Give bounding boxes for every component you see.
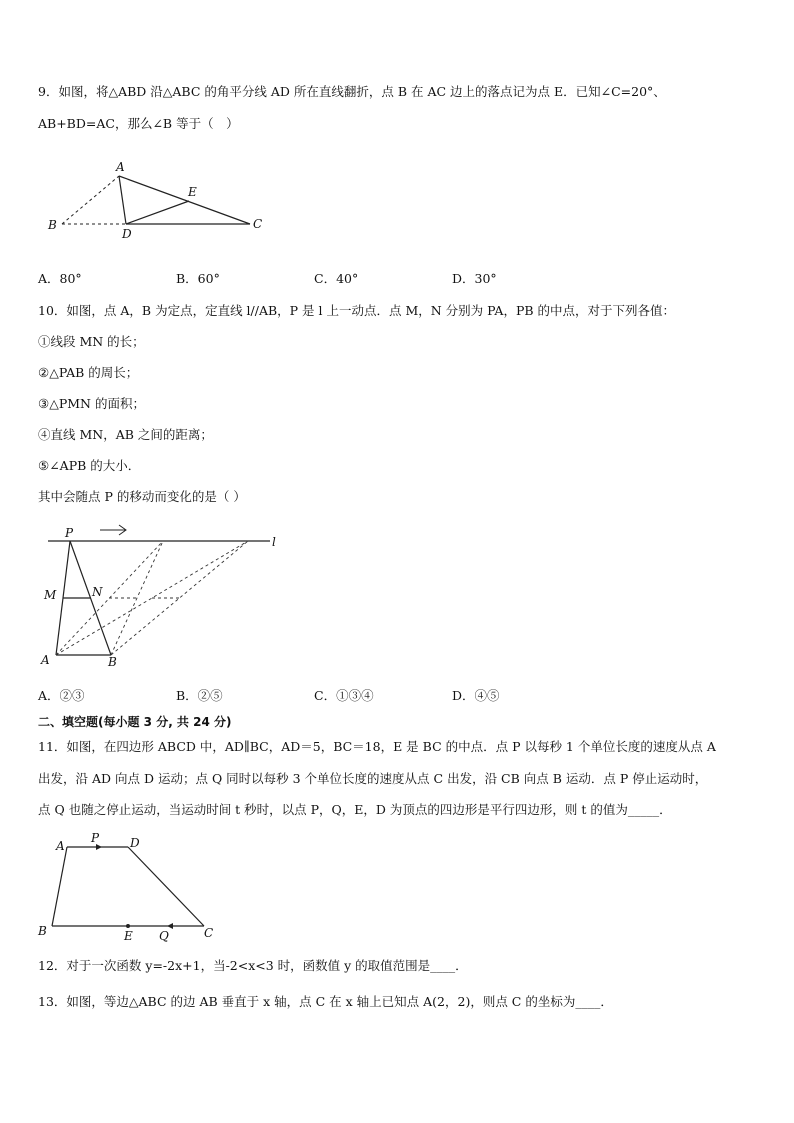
q11-label-c: C <box>204 926 214 940</box>
q9-option-d[interactable]: D．30° <box>452 271 497 286</box>
q9-label-a: A <box>116 160 125 174</box>
q13-stem: 13．如图，等边△ABC 的边 AB 垂直于 x 轴，点 C 在 x 轴上已知点 A(2，2)，则点 C 的坐标为____． <box>38 994 613 1009</box>
q9-option-c[interactable]: C．40° <box>314 271 359 286</box>
q10-label-n: N <box>92 585 103 599</box>
q11-label-a: A <box>56 839 65 853</box>
q9-label-b: B <box>48 218 57 232</box>
q9-label-c: C <box>253 217 263 231</box>
q10-option-a[interactable]: A．②③ <box>38 688 85 703</box>
q11-point-e <box>126 924 130 928</box>
q11-line-dc <box>128 847 204 926</box>
q10-label-b: B <box>108 655 117 669</box>
q10-dash-2b <box>111 541 248 655</box>
q9-line-ba-dashed <box>62 176 119 224</box>
q11-label-d: D <box>130 836 140 850</box>
q10-label-a: A <box>41 653 50 667</box>
q12-stem: 12．对于一次函数 y=-2x+1，当-2<x<3 时，函数值 y 的取值范围是____． <box>38 958 468 973</box>
q11-line-ab <box>52 847 67 926</box>
q11-label-q: Q <box>159 929 169 943</box>
q10-option-b[interactable]: B．②⑤ <box>176 688 223 703</box>
q9-line-ac <box>119 176 250 224</box>
q10-figure <box>38 518 288 670</box>
q10-item-2: ②△PAB 的周长； <box>38 365 139 380</box>
q11-figure <box>38 830 228 945</box>
q10-label-l: l <box>272 535 276 549</box>
q9-label-d: D <box>122 227 132 241</box>
q10-item-3: ③△PMN 的面积； <box>38 396 145 411</box>
q9-figure <box>40 158 270 240</box>
q9-option-b[interactable]: B．60° <box>176 271 220 286</box>
section-2-title: 二、填空题(每小题 3 分, 共 24 分) <box>38 715 232 729</box>
q11-label-p: P <box>91 831 100 845</box>
q11-stem-line3: 点 Q 也随之停止运动，当运动时间 t 秒时，以点 P，Q，E，D 为顶点的四边形是平行四边形，则 t 的值为_____． <box>38 802 672 817</box>
q11-label-b: B <box>38 924 47 938</box>
q9-stem-line1: 9．如图，将△ABD 沿△ABC 的角平分线 AD 所在直线翻折，点 B 在 AC 边上的落点记为点 E．已知∠C=20°、 <box>38 84 666 99</box>
q9-line-de <box>126 201 189 224</box>
q10-label-p: P <box>65 526 74 540</box>
q10-item-5: ⑤∠APB 的大小． <box>38 458 141 473</box>
q10-label-m: M <box>44 588 57 602</box>
q9-line-ad <box>119 176 126 224</box>
q9-stem-line2: AB+BD=AC，那么∠B 等于（ ） <box>38 116 239 131</box>
q10-item-1: ①线段 MN 的长； <box>38 334 145 349</box>
q11-label-e: E <box>124 929 133 943</box>
q10-item-4: ④直线 MN，AB 之间的距离； <box>38 427 213 442</box>
q11-stem-line1: 11．如图，在四边形 ABCD 中，AD∥BC，AD＝5，BC＝18，E 是 BC 的中点．点 P 以每秒 1 个单位长度的速度从点 A <box>38 739 716 754</box>
q10-stem-line1: 10．如图，点 A，B 为定点，定直线 l//AB，P 是 l 上一动点．点 M，N 分别为 PA，PB 的中点，对于下列各值： <box>38 303 676 318</box>
q9-label-e: E <box>188 185 197 199</box>
q10-option-d[interactable]: D．④⑤ <box>452 688 500 703</box>
q11-stem-line2: 出发，沿 AD 向点 D 运动；点 Q 同时以每秒 3 个单位长度的速度从点 C 出发，沿 CB 向点 B 运动．点 P 停止运动时， <box>38 771 708 786</box>
q10-question: 其中会随点 P 的移动而变化的是（ ） <box>38 489 246 504</box>
q9-option-a[interactable]: A．80° <box>38 271 82 286</box>
q10-option-c[interactable]: C．①③④ <box>314 688 374 703</box>
